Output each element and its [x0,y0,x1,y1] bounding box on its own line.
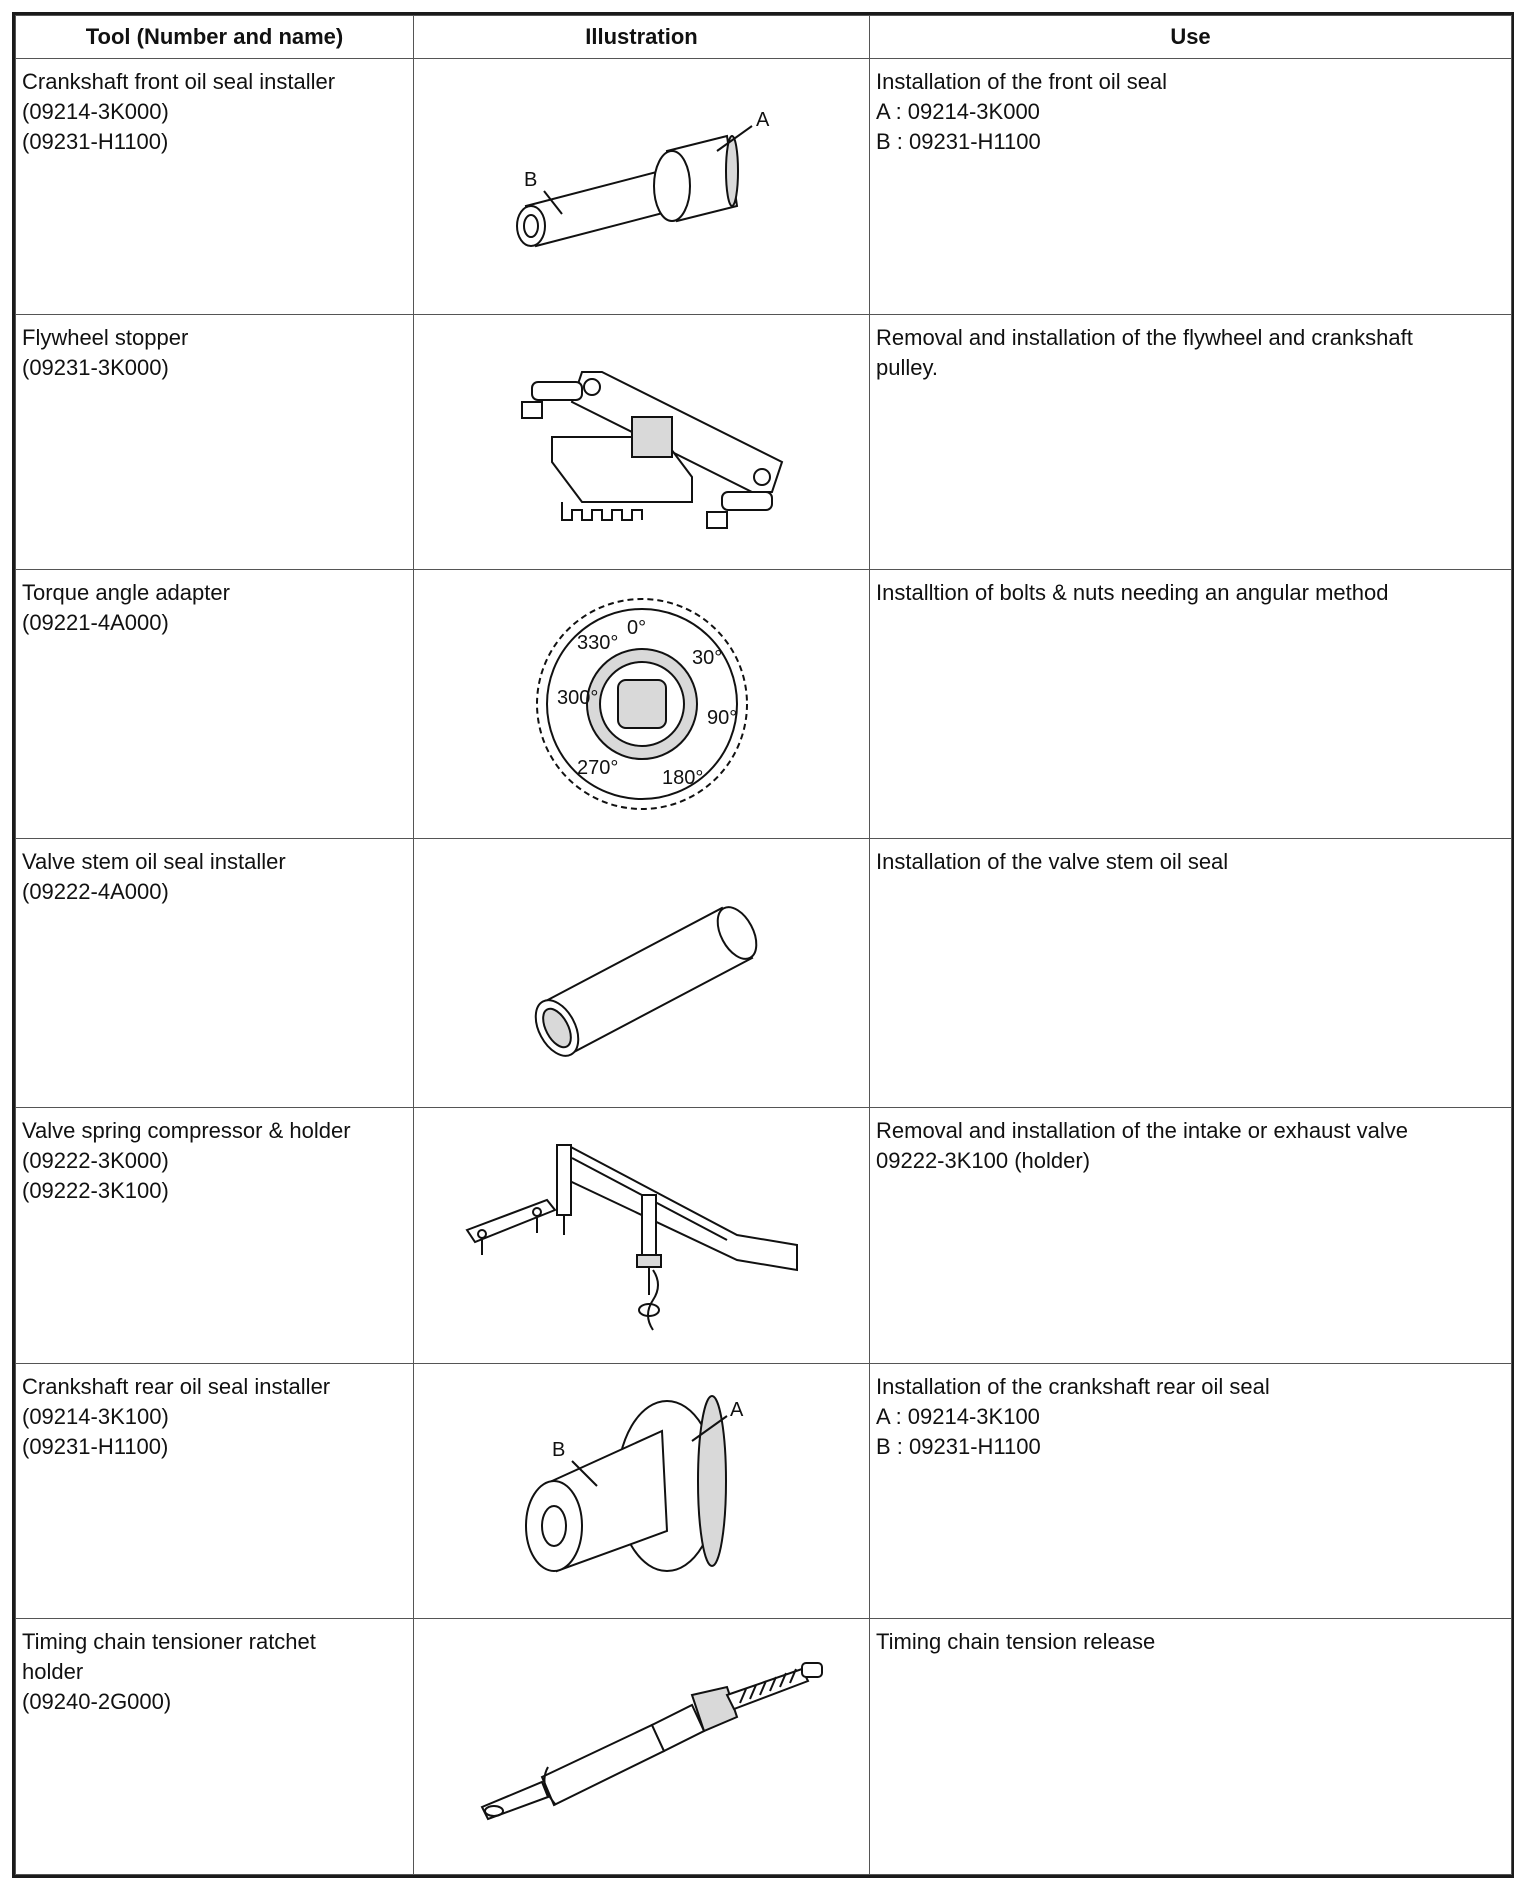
use-cell [870,1619,1512,1875]
table-row [16,1107,1512,1363]
use-text: Removal and installation of the intake or exhaust valve [876,1117,1408,1143]
tool-cell [16,59,414,315]
table-row [16,570,1512,839]
callout-a-label: A [729,1398,743,1421]
table-row [16,1619,1512,1875]
table-row [16,839,1512,1108]
special-tools-table [15,15,1512,1875]
use-cell [870,570,1512,839]
callout-b-label: B [523,169,537,192]
valve-spring-compressor-illustration [457,1130,827,1340]
flywheel-stopper-illustration [492,342,792,542]
special-tools-sheet [12,12,1514,1878]
tool-number: (09221-4A000) [22,610,169,636]
illustration-cell [414,1363,870,1619]
front-oil-seal-installer-illustration [482,86,802,286]
use-text: A : 09214-3K000 [876,99,1040,124]
use-cell [870,1363,1512,1619]
tool-number: (09231-H1100) [22,129,169,154]
use-text: Installation of the front oil seal [876,69,1168,94]
tool-number: (09222-4A000) [22,879,169,905]
use-text: pulley. [876,354,938,380]
tool-number: (09240-2G000) [22,1689,172,1715]
illustration-cell [414,839,870,1108]
tool-name: Crankshaft front oil seal installer [22,69,336,94]
callout-b-label: B [551,1438,565,1461]
tool-name: Valve spring compressor & holder [22,1117,351,1143]
tool-name: Valve stem oil seal installer [22,849,286,875]
table-row [16,59,1512,315]
use-text: Timing chain tension release [876,1629,1156,1655]
callout-a-label: A [755,109,769,132]
table-row [16,314,1512,570]
tool-cell [16,1107,414,1363]
tool-name: Flywheel stopper [22,324,189,350]
timing-chain-tensioner-holder-illustration [452,1647,832,1847]
use-text: A : 09214-3K100 [876,1403,1040,1429]
dial-mark: 270° [576,757,618,780]
illustration-cell [414,1619,870,1875]
illustration-cell [414,59,870,315]
tool-cell [16,1619,414,1875]
use-cell [870,1107,1512,1363]
header-use: Use [870,16,1512,59]
tool-number: (09222-3K100) [22,1177,169,1203]
dial-mark: 300° [556,687,598,710]
use-cell [870,839,1512,1108]
tool-number: (09214-3K100) [22,1403,169,1429]
tool-number: (09231-H1100) [22,1433,169,1459]
tool-cell [16,314,414,570]
tool-number: (09214-3K000) [22,99,169,124]
use-text: 09222-3K100 (holder) [876,1147,1091,1173]
tool-cell [16,1363,414,1619]
tool-name: Torque angle adapter [22,580,230,606]
use-text: Installtion of bolts & nuts needing an angular method [876,580,1389,606]
dial-mark: 180° [661,767,703,790]
use-text: Installation of the valve stem oil seal [876,849,1229,875]
valve-stem-oil-seal-installer-illustration [502,873,782,1073]
rear-oil-seal-installer-illustration [492,1386,792,1596]
tool-name-continued: holder [22,1659,84,1685]
torque-angle-adapter-illustration [522,584,762,824]
tool-name: Timing chain tensioner ratchet [22,1629,316,1655]
tool-cell [16,839,414,1108]
dial-mark: 330° [576,632,618,655]
header-tool: Tool (Number and name) [16,16,414,59]
use-text: B : 09231-H1100 [876,129,1041,154]
illustration-cell [414,570,870,839]
dial-mark: 30° [691,647,722,670]
use-cell [870,314,1512,570]
use-text: Removal and installation of the flywheel and crankshaft [876,324,1413,350]
dial-mark: 90° [706,707,737,730]
tool-number: (09231-3K000) [22,354,169,380]
illustration-cell [414,314,870,570]
table-header-row [16,16,1512,59]
tool-cell [16,570,414,839]
illustration-cell [414,1107,870,1363]
use-text: B : 09231-H1100 [876,1433,1041,1459]
use-cell [870,59,1512,315]
table-row [16,1363,1512,1619]
dial-mark: 0° [626,617,646,640]
use-text: Installation of the crankshaft rear oil seal [876,1373,1270,1399]
tool-number: (09222-3K000) [22,1147,169,1173]
header-illustration: Illustration [414,16,870,59]
tool-name: Crankshaft rear oil seal installer [22,1373,331,1399]
